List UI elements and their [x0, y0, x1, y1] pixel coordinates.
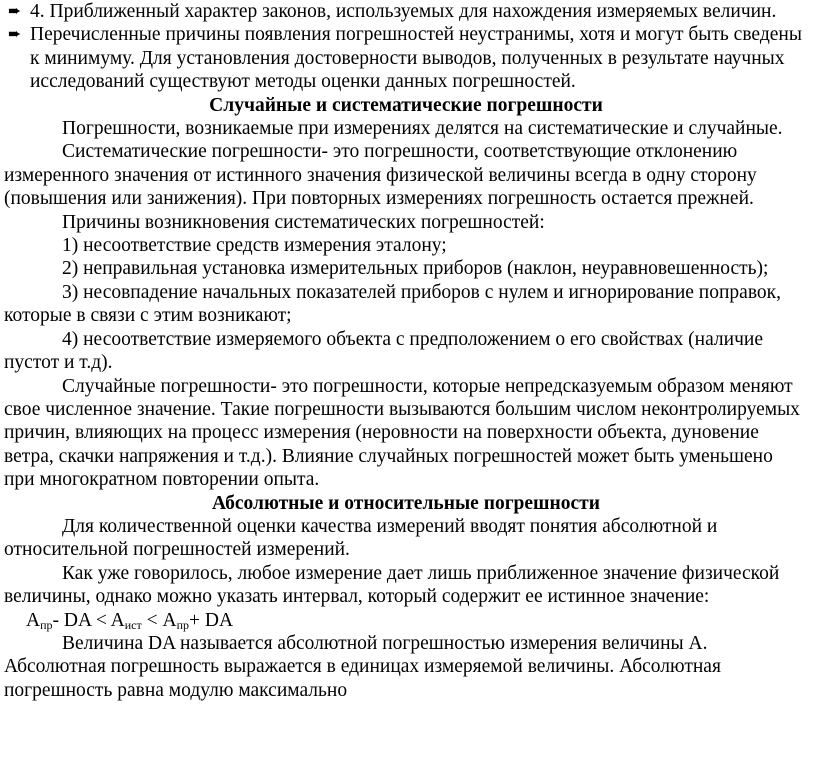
list-item: 1) несоответствие средств измерения эталону; — [62, 235, 447, 257]
section-heading: Абсолютные и относительные погрешности — [212, 492, 600, 514]
paragraph: Случайные погрешности- это погрешности, которые непредсказуемым образом меняют свое численное значение. Такие погрешности вызываются большим числом неконтролируемых причин, влияющих на процесс измерения (неровности на поверхности объекта, дуновение ветра, скачки напряжения и т.д.). Влияние случайных погрешностей может быть уменьшено при многократном повторении опыта. — [4, 375, 800, 491]
bullet-item — [4, 23, 808, 93]
paragraph: Причины возникновения систематических погрешностей: — [62, 211, 545, 233]
arrow-bullet-icon: ➨ — [8, 26, 22, 44]
paragraph: Как уже говорилось, любое измерение дает лишь приближенное значение физической величины, однако можно указать интервал, который содержит ее истинное значение: — [4, 562, 780, 608]
arrow-bullet-icon: ➨ — [8, 3, 22, 20]
list-item: 3) несовпадение начальных показателей приборов с нулем и игнорирование поправок, которые в связи с этим возникают; — [4, 281, 782, 327]
paragraph: Систематические погрешности- это погрешности, соответствующие отклонению измеренного значения от истинного значения физической величины всегда в одну сторону (повышения или занижения). При повторных измерениях погрешность остается прежней. — [4, 141, 757, 210]
paragraph: Для количественной оценки качества измерений вводят понятия абсолютной и относительной погрешностей измерений. — [4, 515, 718, 561]
formula: $A_{пр}-$ DA < $A_{ист} < A_{пр}+$ DA — [26, 609, 234, 632]
bullet-text: 4. Приближенный характер законов, используемых для нахождения измеряемых величин. — [30, 1, 777, 22]
paragraph: Величина DA называется абсолютной погрешностью измерения величины А. Абсолютная погрешность выражается в единицах измеряемой величины. Абсолютная погрешность равна модулю максимально — [4, 632, 721, 701]
section-heading: Случайные и систематические погрешности — [209, 94, 603, 116]
bullet-item — [4, 0, 808, 23]
list-item: 2) неправильная установка измерительных приборов (наклон, неуравновешенность); — [62, 258, 769, 280]
list-item: 4) несоответствие измеряемого объекта с предположением о его свойствах (наличие пустот и т.д). — [4, 328, 763, 374]
bullet-text: Перечисленные причины появления погрешностей неустранимы, хотя и могут быть сведены к минимуму. Для установления достоверности выводов, полученных в результате научных исследований существуют методы оценки данных погрешностей. — [30, 24, 802, 93]
paragraph: Погрешности, возникаемые при измерениях делятся на систематические и случайные. — [62, 118, 783, 140]
